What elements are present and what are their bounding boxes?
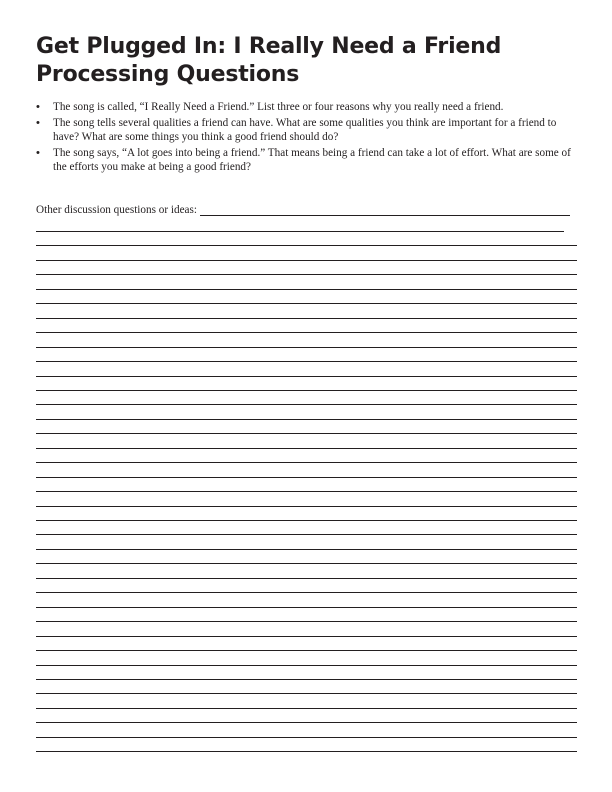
question-item-3 [36, 146, 576, 175]
writing-line[interactable] [36, 693, 577, 694]
writing-line[interactable] [36, 607, 577, 608]
page-title [36, 33, 581, 89]
question-item-2 [36, 116, 576, 145]
writing-line[interactable] [36, 679, 577, 680]
writing-line[interactable] [36, 563, 577, 564]
writing-line[interactable] [36, 737, 577, 738]
writing-line[interactable] [36, 318, 577, 319]
writing-line[interactable] [36, 751, 577, 752]
writing-line[interactable] [36, 592, 577, 593]
question-text-3: The song says, “A lot goes into being a friend.” That means being a friend can take a lot of effort. What are some of the efforts you make at being a good friend? [53, 146, 571, 173]
writing-line[interactable] [36, 520, 577, 521]
bullet-icon: • [36, 116, 40, 129]
writing-line[interactable] [36, 477, 577, 478]
writing-line[interactable] [36, 260, 577, 261]
writing-line[interactable] [36, 289, 577, 290]
writing-line[interactable] [36, 708, 577, 709]
writing-line[interactable] [36, 621, 577, 622]
writing-line[interactable] [36, 332, 577, 333]
writing-line[interactable] [36, 231, 564, 232]
writing-line[interactable] [36, 303, 577, 304]
writing-lines-area[interactable] [36, 220, 577, 760]
discussion-answer-blank[interactable] [200, 205, 570, 216]
bullet-icon: • [36, 146, 40, 159]
writing-line[interactable] [36, 665, 577, 666]
writing-line[interactable] [36, 404, 577, 405]
writing-line[interactable] [36, 361, 577, 362]
writing-line[interactable] [36, 462, 577, 463]
title-line-1: Get Plugged In: I Really Need a Friend [36, 34, 502, 59]
writing-line[interactable] [36, 347, 577, 348]
title-line-2: Processing Questions [36, 62, 300, 87]
writing-line[interactable] [36, 491, 577, 492]
discussion-label: Other discussion questions or ideas: [36, 204, 197, 216]
writing-line[interactable] [36, 650, 577, 651]
question-text-1: The song is called, “I Really Need a Friend.” List three or four reasons why you really need a friend. [53, 101, 504, 113]
question-text-2: The song tells several qualities a friend can have. What are some qualities you think are important for a friend to have? What are some things you think a good friend should do? [53, 116, 557, 143]
writing-line[interactable] [36, 390, 577, 391]
writing-line[interactable] [36, 636, 577, 637]
bullet-icon: • [36, 101, 40, 113]
writing-line[interactable] [36, 549, 577, 550]
writing-line[interactable] [36, 419, 577, 420]
writing-line[interactable] [36, 506, 577, 507]
writing-line[interactable] [36, 245, 577, 246]
writing-line[interactable] [36, 433, 577, 434]
writing-line[interactable] [36, 534, 577, 535]
writing-line[interactable] [36, 274, 577, 275]
discussion-prompt-row [36, 203, 570, 217]
writing-line[interactable] [36, 448, 577, 449]
writing-line[interactable] [36, 376, 577, 377]
processing-questions-list [36, 100, 576, 176]
question-item-1 [36, 100, 576, 115]
writing-line[interactable] [36, 722, 577, 723]
writing-line[interactable] [36, 578, 577, 579]
